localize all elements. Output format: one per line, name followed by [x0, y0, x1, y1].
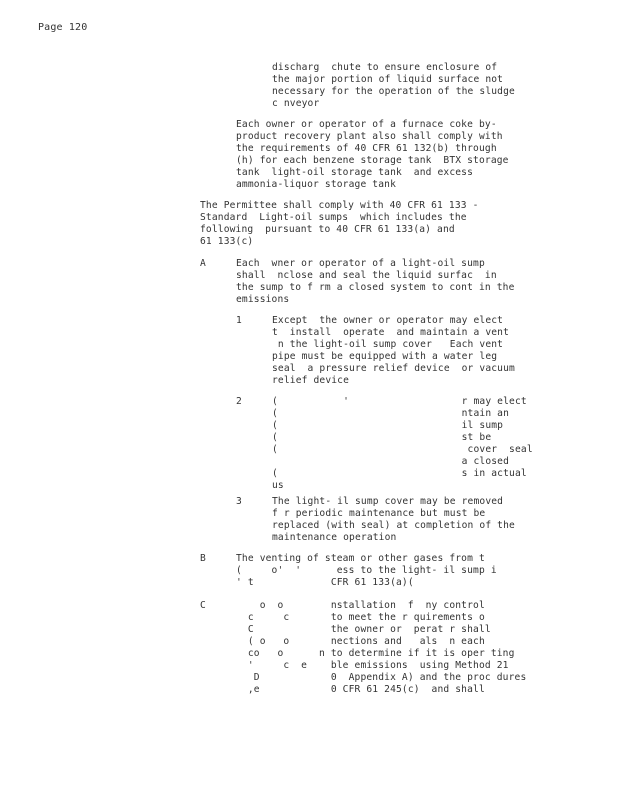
text-line: pipe must be equipped with a water leg	[272, 351, 498, 362]
text-line: us	[272, 480, 284, 491]
text-line: ( cover seal	[272, 444, 533, 455]
item-label: A	[200, 258, 206, 269]
text-line: shall nclose and seal the liquid surfac in	[236, 270, 497, 281]
text-line: Each wner or operator of a light-oil sump	[236, 258, 485, 269]
text-line: The venting of steam or other gases from t	[236, 553, 485, 564]
text-line: ( ntain an	[272, 408, 510, 419]
text-line: ( o o nections and als n each	[236, 636, 485, 647]
text-line: The light- il sump cover may be removed	[272, 496, 504, 507]
text-line: the sump to f rm a closed system to cont in the	[236, 282, 515, 293]
text-line: product recovery plant also shall comply with	[236, 131, 503, 142]
text-line: tank light-oil storage tank and excess	[236, 167, 474, 178]
text-line: emissions	[236, 294, 290, 305]
item-label: 3	[236, 496, 242, 507]
page-number: Page 120	[38, 22, 88, 33]
text-line: t install operate and maintain a vent	[272, 327, 510, 338]
text-line: replaced (with seal) at completion of the	[272, 520, 515, 531]
text-line: a closed	[272, 456, 510, 467]
text-line: c c to meet the r quirements o	[236, 612, 485, 623]
text-line: co o n to determine if it is oper ting	[236, 648, 515, 659]
text-line: o o nstallation f ny control	[236, 600, 485, 611]
text-line: ammonia-liquor storage tank	[236, 179, 396, 190]
text-line: c nveyor	[272, 98, 320, 109]
text-line: ( o' ' ess to the light- il sump i	[236, 565, 497, 576]
text-line: Each owner or operator of a furnace coke by-	[236, 119, 497, 130]
text-line: following pursuant to 40 CFR 61 133(a) and	[200, 224, 455, 235]
text-line: Standard Light-oil sumps which includes the	[200, 212, 467, 223]
item-label: C	[200, 600, 206, 611]
text-line: necessary for the operation of the sludge	[272, 86, 515, 97]
text-line: ( il sump	[272, 420, 504, 431]
item-label: 2	[236, 396, 242, 407]
text-line: (h) for each benzene storage tank BTX storage	[236, 155, 509, 166]
text-line: ( st be	[272, 432, 492, 443]
text-line: relief device	[272, 375, 350, 386]
text-line: the major portion of liquid surface not	[272, 74, 504, 85]
text-line: C the owner or perat r shall	[236, 624, 491, 635]
text-line: ' c e ble emissions using Method 21	[236, 660, 509, 671]
text-line: discharg chute to ensure enclosure of	[272, 62, 498, 73]
text-line: f r periodic maintenance but must be	[272, 508, 486, 519]
text-line: the requirements of 40 CFR 61 132(b) through	[236, 143, 497, 154]
item-label: 1	[236, 315, 242, 326]
text-line: n the light-oil sump cover Each vent	[272, 339, 504, 350]
text-line: ,e 0 CFR 61 245(c) and shall	[236, 684, 485, 695]
text-line: The Permittee shall comply with 40 CFR 61 133 -	[200, 200, 479, 211]
text-line: Except the owner or operator may elect	[272, 315, 504, 326]
text-line: maintenance operation	[272, 532, 397, 543]
item-label: B	[200, 553, 206, 564]
text-line: D 0 Appendix A) and the proc dures	[236, 672, 527, 683]
text-line: ( ' r may elect	[272, 396, 527, 407]
text-line: ( s in actual	[272, 468, 527, 479]
text-line: seal a pressure relief device or vacuum	[272, 363, 515, 374]
text-line: 61 133(c)	[200, 236, 254, 247]
text-line: ' t CFR 61 133(a)(	[236, 577, 414, 588]
